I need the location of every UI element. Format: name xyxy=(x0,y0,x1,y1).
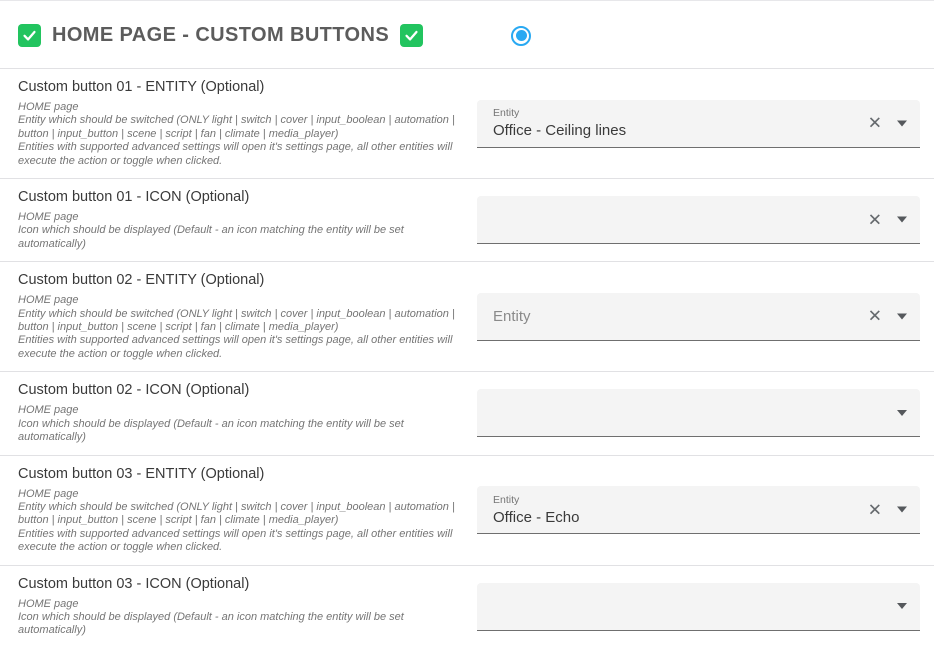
description-line: Entities with supported advanced settings will open it's settings page, all other entities will execute the action or toggle when clicked. xyxy=(18,527,453,554)
description-line: HOME page xyxy=(18,294,79,307)
entity-select-field[interactable] xyxy=(477,389,920,437)
description-line: Entity which should be switched (ONLY light | switch | cover | input_boolean | automation | button | input_button | scene | script | fan | climate | media_player) xyxy=(18,500,455,527)
chevron-down-icon[interactable] xyxy=(897,217,907,223)
description-line: HOME page xyxy=(18,597,79,610)
select-placeholder: Entity xyxy=(493,307,531,325)
section-title: Custom button 01 - ICON (Optional) xyxy=(18,189,250,206)
section-text xyxy=(18,79,470,168)
chevron-down-icon[interactable] xyxy=(897,603,907,609)
description-line: HOME page xyxy=(18,211,79,224)
entity-select-field[interactable] xyxy=(477,583,920,631)
description-line: Icon which should be displayed (Default - an icon matching the entity will be set automatically) xyxy=(18,610,404,637)
sections xyxy=(0,68,934,648)
checkmark-icon xyxy=(21,27,38,44)
checkmark-icon xyxy=(403,27,420,44)
description-line: Entities with supported advanced settings will open it's settings page, all other entities will execute the action or toggle when clicked. xyxy=(18,141,453,167)
section-description xyxy=(18,488,470,555)
description-line: Entities with supported advanced settings will open it's settings page, all other entities will execute the action or toggle when clicked. xyxy=(18,334,453,360)
section-description xyxy=(18,598,470,638)
clear-x-icon[interactable]: ✕ xyxy=(867,306,882,326)
section-text xyxy=(18,272,470,361)
field-icons xyxy=(868,115,907,132)
field-icons xyxy=(897,603,907,609)
section-description xyxy=(18,294,470,361)
clear-x-icon[interactable]: ✕ xyxy=(867,113,882,133)
field-icons xyxy=(868,501,907,518)
section-row xyxy=(0,178,934,261)
section-row xyxy=(0,565,934,648)
description-line: HOME page xyxy=(18,487,79,500)
description-line: Entity which should be switched (ONLY light | switch | cover | input_boolean | automation | button | input_button | scene | script | fan | climate | media_player) xyxy=(18,114,455,140)
radio-dot xyxy=(516,30,527,41)
field-icons xyxy=(868,211,907,228)
select-label: Entity xyxy=(493,493,520,506)
chevron-down-icon[interactable] xyxy=(897,507,907,513)
section-title: Custom button 03 - ENTITY (Optional) xyxy=(18,465,265,482)
radio-button-selected[interactable] xyxy=(511,26,531,46)
section-description xyxy=(18,404,470,444)
section-row xyxy=(0,68,934,178)
description-line: HOME page xyxy=(18,101,79,113)
header-checkbox-right[interactable] xyxy=(400,24,423,47)
section-text xyxy=(18,189,470,251)
clear-x-icon[interactable]: ✕ xyxy=(867,500,882,520)
section-row xyxy=(0,261,934,371)
section-description xyxy=(18,211,470,251)
section-row xyxy=(0,455,934,565)
chevron-down-icon[interactable] xyxy=(897,410,907,416)
section-row xyxy=(0,371,934,454)
header-checkbox-left[interactable] xyxy=(18,24,41,47)
section-title: Custom button 01 - ENTITY (Optional) xyxy=(18,79,265,95)
select-value: Office - Ceiling lines xyxy=(493,122,627,140)
select-label: Entity xyxy=(493,107,520,120)
section-text xyxy=(18,382,470,444)
entity-select-field[interactable] xyxy=(477,293,920,341)
section-title: Custom button 03 - ICON (Optional) xyxy=(18,575,250,592)
description-line: HOME page xyxy=(18,404,79,417)
select-value: Office - Echo xyxy=(493,508,580,526)
description-line: Icon which should be displayed (Default - an icon matching the entity will be set automatically) xyxy=(18,224,404,250)
description-line: Icon which should be displayed (Default - an icon matching the entity will be set automatically) xyxy=(18,417,404,444)
section-text xyxy=(18,576,470,638)
section-title: Custom button 02 - ENTITY (Optional) xyxy=(18,272,265,289)
clear-x-icon[interactable]: ✕ xyxy=(867,210,882,230)
page-header xyxy=(0,1,934,68)
entity-select-field[interactable] xyxy=(477,196,920,244)
description-line: Entity which should be switched (ONLY light | switch | cover | input_boolean | automation | button | input_button | scene | script | fan | climate | media_player) xyxy=(18,307,455,334)
section-title: Custom button 02 - ICON (Optional) xyxy=(18,382,250,399)
field-icons xyxy=(897,410,907,416)
page-title: HOME PAGE - CUSTOM BUTTONS xyxy=(52,24,390,46)
chevron-down-icon[interactable] xyxy=(897,120,907,126)
section-description xyxy=(18,101,470,168)
entity-select-field[interactable] xyxy=(477,100,920,148)
chevron-down-icon[interactable] xyxy=(897,313,907,319)
field-icons xyxy=(868,308,907,325)
entity-select-field[interactable] xyxy=(477,486,920,534)
section-text xyxy=(18,466,470,555)
